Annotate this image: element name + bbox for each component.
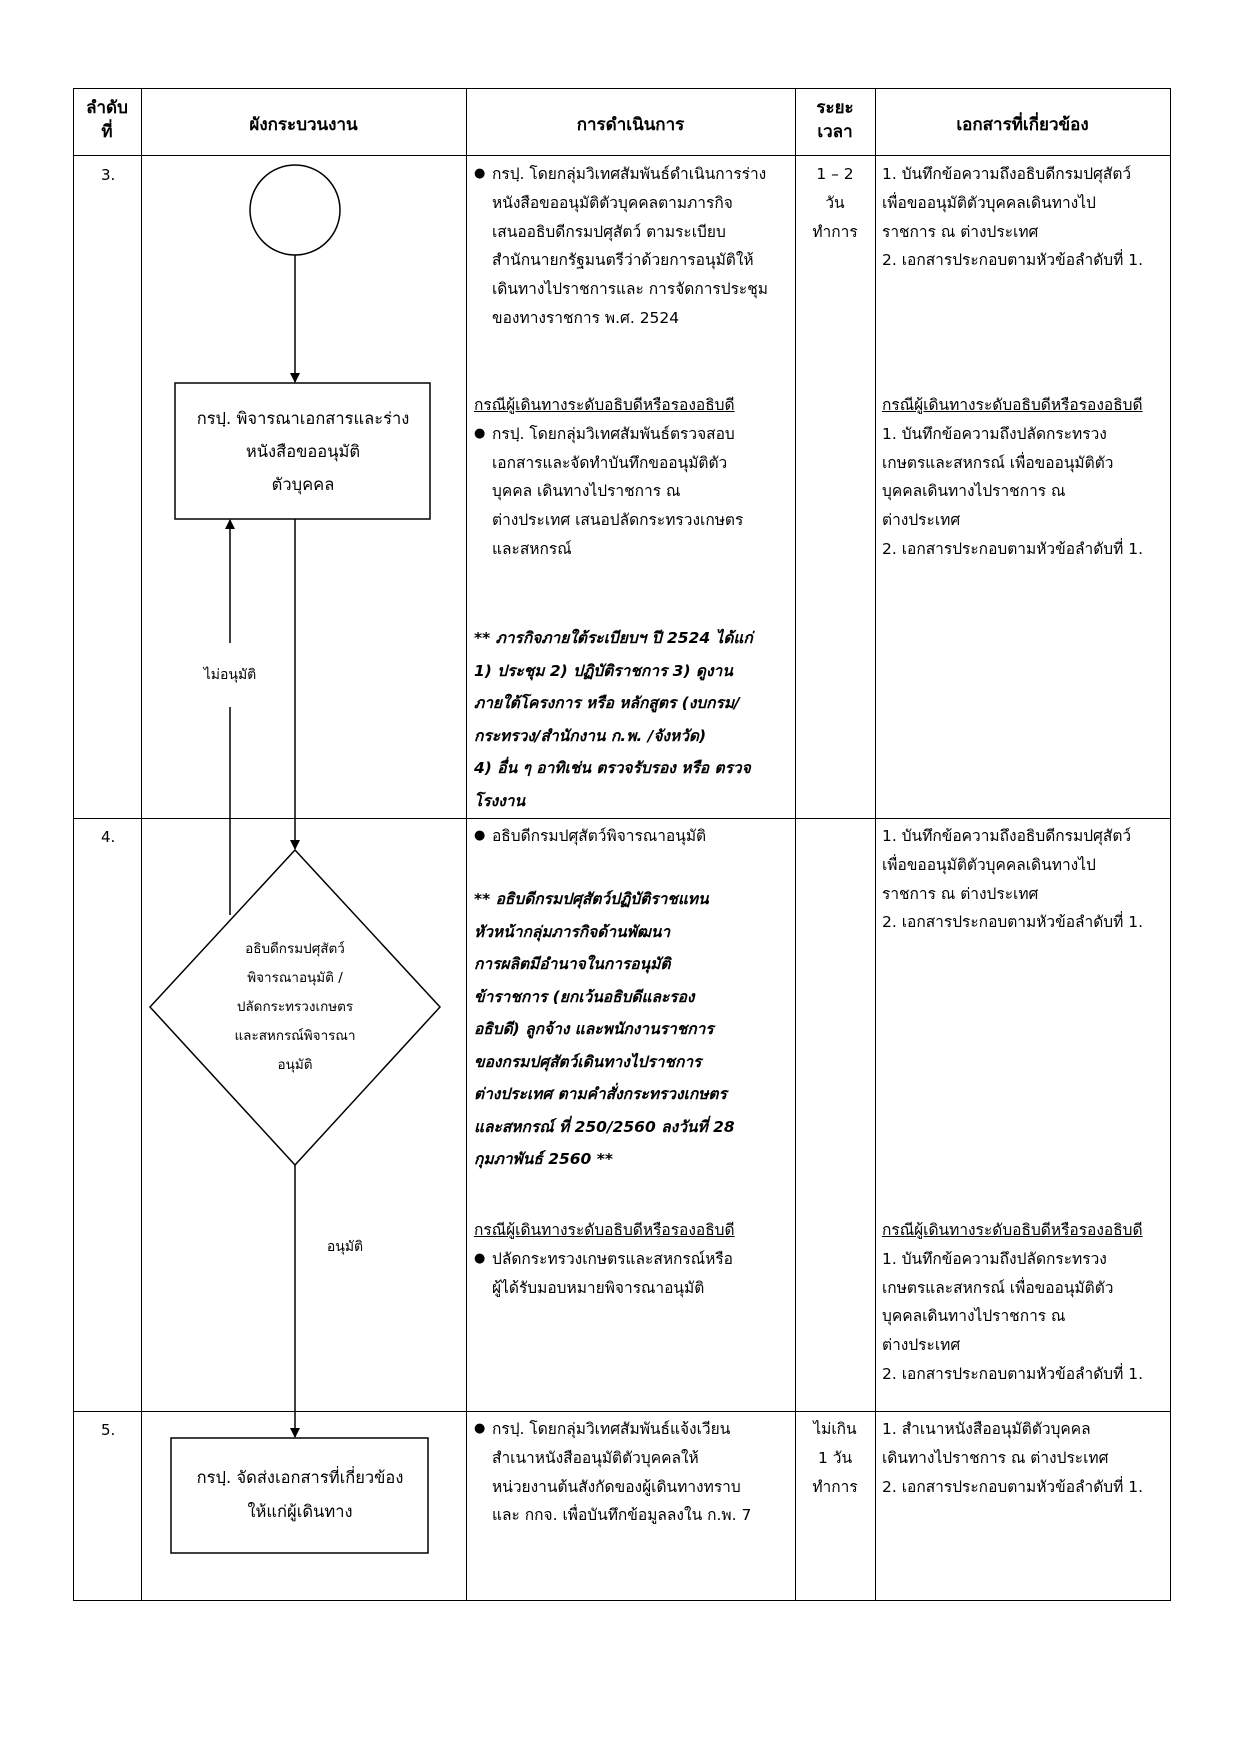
step-number: 3. xyxy=(101,166,116,184)
step-number: 5. xyxy=(101,1421,116,1439)
header-action: การดำเนินการ xyxy=(576,115,685,135)
decision-text: อธิบดีกรมปศุสัตว์ พิจารณาอนุมัติ / ปลัดกระทรวงเกษตร และสหกรณ์พิจารณา อนุมัติ xyxy=(234,941,356,1073)
process-box-review-text: กรปฺ. พิจารณาเอกสารและร่าง หนังสือขออนุมัติ ตัวบุคคล xyxy=(196,409,410,494)
header-docs: เอกสารที่เกี่ยวข้อง xyxy=(956,115,1089,135)
process-box-send-text: กรปฺ. จัดส่งเอกสารที่เกี่ยวข้อง ให้แก่ผู้เดินทาง xyxy=(196,1468,404,1521)
row4-docs-case: กรณีผู้เดินทางระดับอธิบดีหรือรองอธิบดี 1. บันทึกข้อความถึงปลัดกระทรวง เกษตรและสหกรณ์ เพื่อขออนุมัติตัว บุคคลเดินทางไปราชการ ณ ต่างประเทศ 2. เอกสารประกอบตามหัวข้อลำดับที่ 1. xyxy=(882,1221,1144,1383)
start-connector-circle xyxy=(250,165,340,255)
row3-time: 1 – 2 วัน ทำการ xyxy=(812,165,858,241)
row5-action: ● กรปฺ. โดยกลุ่มวิเทศสัมพันธ์แจ้งเวียน สำเนาหนังสืออนุมัติตัวบุคคลให้ หน่วยงานต้นสังกัดของผู้เดินทางทราบ และ กกจ. เพื่อบันทึกข้อมูลลงใน ก.พ. 7 xyxy=(474,1415,792,1530)
reject-label: ไม่อนุมัติ xyxy=(203,667,257,683)
row5-time: ไม่เกิน 1 วัน ทำการ xyxy=(812,1420,858,1496)
row4-docs: 1. บันทึกข้อความถึงอธิบดีกรมปศุสัตว์ เพื่อขออนุมัติตัวบุคคลเดินทางไป ราชการ ณ ต่างประเทศ 2. เอกสารประกอบตามหัวข้อลำดับที่ 1. xyxy=(882,827,1144,932)
header-no: ลำดับ ที่ xyxy=(86,98,128,142)
row5-docs: 1. สำเนาหนังสืออนุมัติตัวบุคคล เดินทางไปราชการ ณ ต่างประเทศ 2. เอกสารประกอบตามหัวข้อลำดับที่ 1. xyxy=(882,1420,1144,1496)
row3-docs-case: กรณีผู้เดินทางระดับอธิบดีหรือรองอธิบดี 1. บันทึกข้อความถึงปลัดกระทรวง เกษตรและสหกรณ์ เพื่อขออนุมัติตัว บุคคลเดินทางไปราชการ ณ ต่างประเทศ 2. เอกสารประกอบตามหัวข้อลำดับที่ 1. xyxy=(882,396,1144,558)
header-flow: ผังกระบวนงาน xyxy=(249,115,358,135)
row3-docs: 1. บันทึกข้อความถึงอธิบดีกรมปศุสัตว์ เพื่อขออนุมัติตัวบุคคลเดินทางไป ราชการ ณ ต่างประเทศ 2. เอกสารประกอบตามหัวข้อลำดับที่ 1. xyxy=(882,165,1144,270)
step-number: 4. xyxy=(101,828,116,846)
row4-action-note: ** อธิบดีกรมปศุสัตว์ปฏิบัติราชแทน หัวหน้ากลุ่มภารกิจด้านพัฒนา การผลิตมีอำนาจในการอนุมัติ ข้าราชการ (ยกเว้นอธิบดีและรอง อธิบดี) ลูกจ้าง และพนักงานราชการ ของกรมปศุสัตว์เดินทางไปราชการ ต่างประเทศ ตามคำสั่งกระทรวงเกษตร และสหกรณ์ ที่ 250/2560 ลงวันที่ 28 กุมภาพันธ์ 2560 ** xyxy=(474,890,735,1168)
header-time: ระยะ เวลา xyxy=(816,98,854,142)
row3-action-note: ** ภารกิจภายใต้ระเบียบฯ ปี 2524 ได้แก่ 1) ประชุม 2) ปฏิบัติราชการ 3) ดูงาน ภายใต้โครงการ หรือ หลักสูตร (งบกรม/ กระทรวง/สำนักงาน ก.พ. /จังหวัด) 4) อื่น ๆ อาทิเช่น ตรวจรับรอง หรือ ตรวจ โรงงาน xyxy=(474,629,753,810)
row4-action: ● อธิบดีกรมปศุสัตว์พิจารณาอนุมัติ xyxy=(474,822,792,851)
row4-action-case: กรณีผู้เดินทางระดับอธิบดีหรือรองอธิบดี ● ปลัดกระทรวงเกษตรและสหกรณ์หรือ ผู้ได้รับมอบหมายพิจารณาอนุมัติ xyxy=(474,1216,792,1302)
row3-action-case: กรณีผู้เดินทางระดับอธิบดีหรือรองอธิบดี ● กรปฺ. โดยกลุ่มวิเทศสัมพันธ์ตรวจสอบ เอกสารและจัดทำบันทึกขออนุมัติตัว บุคคล เดินทางไปราชการ ณ ต่างประเทศ เสนอปลัดกระทรวงเกษตร และสหกรณ์ xyxy=(474,391,792,564)
row3-action: ● กรปฺ. โดยกลุ่มวิเทศสัมพันธ์ดำเนินการร่าง หนังสือขออนุมัติตัวบุคคลตามภารกิจ เสนออธิบดีกรมปศุสัตว์ ตามระเบียบ สำนักนายกรัฐมนตรีว่าด้วยการอนุมัติให้ เดินทางไปราชการและ การจัดการประชุม ของทางราชการ พ.ศ. 2524 xyxy=(474,160,792,333)
approve-label: อนุมัติ xyxy=(326,1239,364,1255)
